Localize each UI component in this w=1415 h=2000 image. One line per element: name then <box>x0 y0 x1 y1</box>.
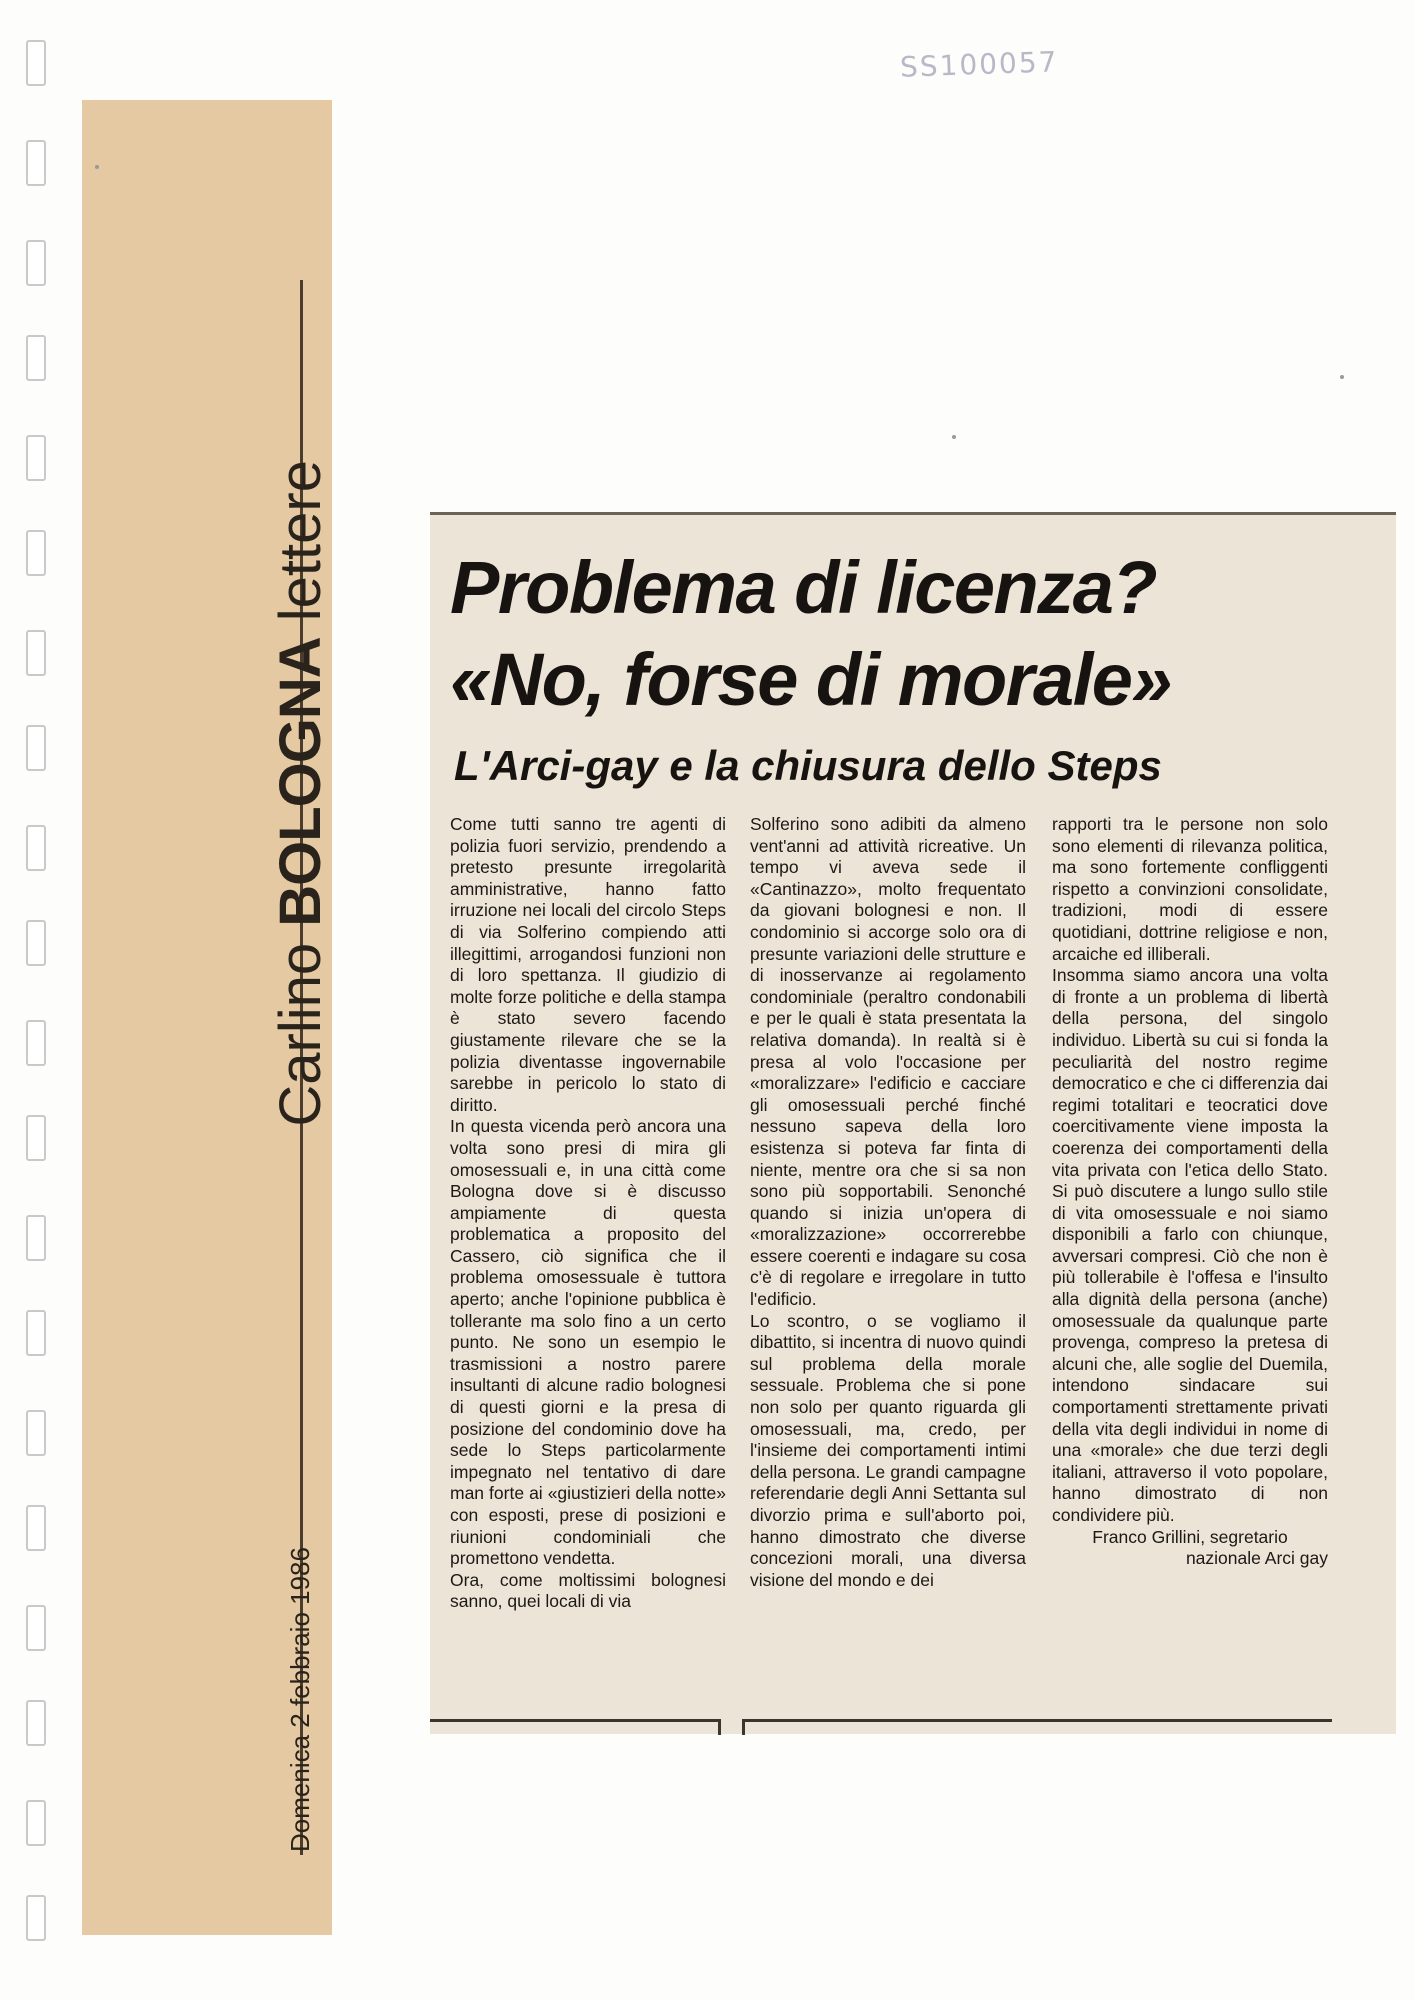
binder-hole <box>26 1605 46 1651</box>
binder-hole <box>26 335 46 381</box>
article-clipping <box>430 512 1396 1734</box>
article-paragraph: Ora, come moltissimi bolognesi sanno, quei locali di via <box>450 1569 726 1612</box>
clipping-top-rule <box>430 512 1396 515</box>
masthead <box>240 260 360 1860</box>
binder-hole <box>26 240 46 286</box>
binder-hole <box>26 920 46 966</box>
article-columns <box>450 814 1376 1714</box>
bottom-rule-right <box>742 1719 1332 1722</box>
article-paragraph: rapporti tra le persone non solo sono elementi di rilevanza politica, ma sono fortemente confliggenti rispetto a convinzioni consolidate, tradizioni, modi di essere quotidiani, dottrine religiose e non, arcaiche ed illiberali. <box>1052 814 1328 964</box>
scan-speck <box>1340 375 1344 379</box>
scan-speck <box>95 165 99 169</box>
article-paragraph: Insomma siamo ancora una volta di fronte a un problema di libertà della persona, del singolo individuo. Libertà su cui si fonda la peculiarità del nostro regime democratico e che ci differenzia dai regimi totalitari e teocratici dove coercitivamente viene imposta la coerenza dei comportamenti della vita privata con l'etica dello Stato. Si può discutere a lungo sullo stile di vita omosessuale e noi siamo disponibili a farlo con chiunque, avversari compresi. Ciò che non è più tollerabile è l'offesa e l'insulto alla dignità della persona (anche) omosessuale da qualunque parte provenga, compreso la pretesa di alcuni che, alle soglie del Duemila, intendono sindacare sui comportamenti strettamente privati della vita degli individui in nome di una «morale» che due terzi degli italiani, attraverso il voto popolare, hanno dimostrato di non condividere più. <box>1052 965 1328 1525</box>
binder-hole <box>26 530 46 576</box>
scan-speck <box>952 435 956 439</box>
binder-hole <box>26 1020 46 1066</box>
binder-hole <box>26 1700 46 1746</box>
article-paragraph: In questa vicenda però ancora una volta sono presi di mira gli omosessuali e, in una città come Bologna dove si è discusso ampiamente di questa problematica a proposito del Cassero, ciò significa che il problema omosessuale è tuttora aperto; anche l'opinione pubblica è tollerante ma solo fino a un certo punto. Ne sono un esempio le trasmissioni a nostro parere insultanti di alcune radio bolognesi di questi giorni e la presa di posizione del condominio dove ha sede lo Steps particolarmente impegnato nel tentativo di dare man forte ai «giustizieri della notte» con esposti, prese di posizioni e riunioni condominiali che promettono vendetta. <box>450 1116 726 1569</box>
article-column-1 <box>450 814 726 1613</box>
binder-hole <box>26 630 46 676</box>
paper-brand <box>267 460 334 1127</box>
masthead-date: Domenica 2 febbraio 1986 <box>284 1547 315 1852</box>
article-paragraph: Lo scontro, o se vogliamo il dibattito, si incentra di nuovo quindi sul problema della morale sessuale. Problema che si pone non solo per quanto riguarda gli omosessuali, ma, credo, per l'insieme dei comportamenti intimi della persona. Le grandi campagne referendarie degli Anni Settanta sul divorzio prima e sull'aborto poi, hanno dimostrato che diverse concezioni morali, una diversa visione del mondo e dei <box>750 1310 1026 1590</box>
binder-hole <box>26 435 46 481</box>
author-title: nazionale Arci gay <box>1185 1548 1328 1569</box>
binder-hole <box>26 1310 46 1356</box>
bottom-rule-left <box>430 1719 720 1722</box>
article-subhead: L'Arci-gay e la chiusura dello Steps <box>454 742 1162 789</box>
paper-name-bold: BOLOGNA <box>267 637 333 927</box>
headline-line-1: Problema di licenza? <box>450 546 1157 629</box>
article-paragraph: Come tutti sanno tre agenti di polizia fuori servizio, prendendo a pretesto presunte irregolarità amministrative, hanno fatto irruzione nei locali del circolo Steps di via Solferino compiendo atti illegittimi, arrogandosi funzioni non di loro spettanza. Il giudizio di molte forze politiche e della stampa è stato severo facendo giustamente rilevare che se la polizia diventasse ingovernabile sarebbe in pericolo lo stato di diritto. <box>450 814 726 1115</box>
article-paragraph: Solferino sono adibiti da almeno vent'anni ad attività ricreative. Un tempo vi aveva sede il «Cantinazzo», molto frequentato da giovani bolognesi e non. Il condominio si accorge solo ora di presunte variazioni delle strutture e di inosservanze ai regolamento condominiale (peraltro condonabili e per le quali è stata presentata la relativa domanda). In realtà si è presa al volo l'occasione per «moralizzare» l'edificio e cacciare gli omosessuali perché finché nessuno sapeva della loro esistenza si poteva far finta di niente, mentre ora che si sa non sono più sopportabili. Senonché quando si inizia un'opera di «moralizzazione» occorrerebbe essere coerenti e indagare su cosa c'è di regolare e irregolare in tutto l'edificio. <box>750 814 1026 1310</box>
bottom-rule-tick <box>718 1719 721 1735</box>
archive-code: SS100057 <box>899 45 1059 84</box>
article-column-2 <box>750 814 1026 1591</box>
paper-name-light: Carlino <box>267 926 333 1127</box>
bottom-rule-tick <box>742 1719 745 1735</box>
binder-hole <box>26 1410 46 1456</box>
binder-hole <box>26 1215 46 1261</box>
binder-hole <box>26 725 46 771</box>
article-headline <box>450 542 1390 726</box>
binder-hole <box>26 140 46 186</box>
binder-hole <box>26 1800 46 1846</box>
binder-hole <box>26 825 46 871</box>
article-column-3 <box>1052 814 1328 1570</box>
binder-hole <box>26 1115 46 1161</box>
author-signature: Franco Grillini, segretario <box>1092 1526 1288 1547</box>
section-name: lettere <box>267 460 333 638</box>
binder-hole <box>26 1895 46 1941</box>
binder-hole <box>26 1505 46 1551</box>
headline-line-2: «No, forse di morale» <box>450 638 1172 721</box>
binder-hole <box>26 40 46 86</box>
binder-holes <box>18 30 48 1970</box>
